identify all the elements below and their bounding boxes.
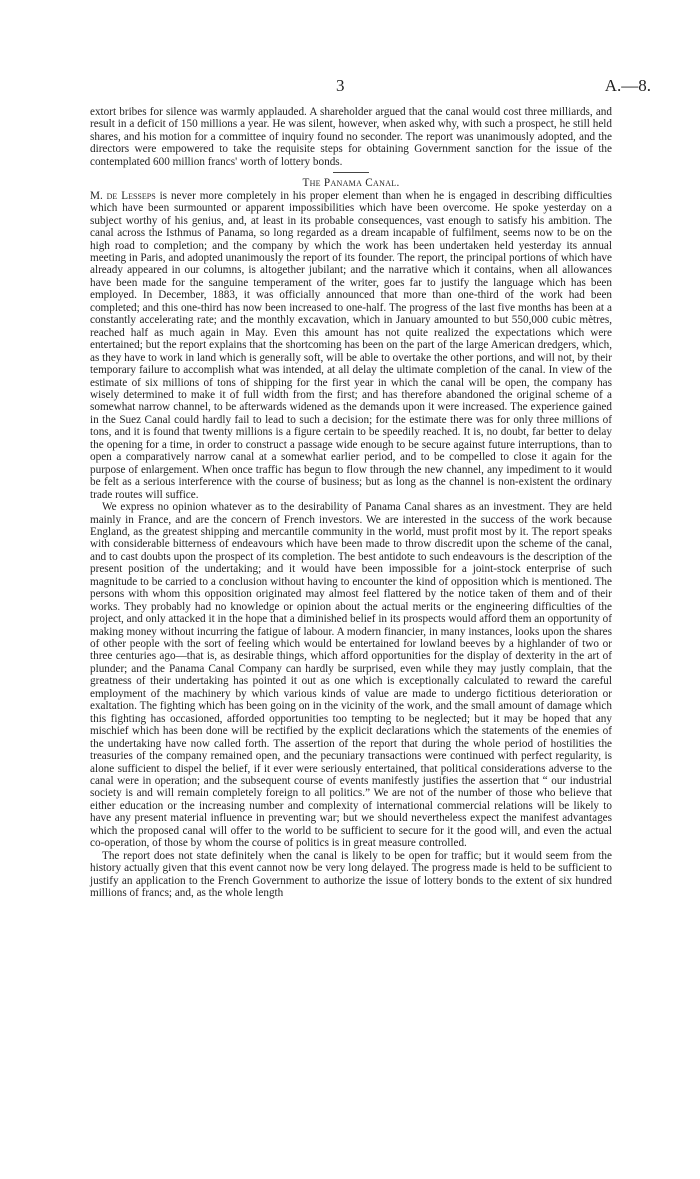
section-title: The Panama Canal. — [302, 177, 400, 190]
paragraph-1-text: is never more completely in his proper element than when he is engaged in describing difficulties which have been surmounted or apparent impossibilities which have been overcome. He spoke yesterday on a subject worthy of his genius, and, at least in its probable consequences, vast enough to satisfy his ambition. The canal across the Isthmus of Panama, so long regarded as a dream incapable of fulfilment, seems now to be on the high road to completion; and the company by which the work has been undertaken held yesterday its annual meeting in Paris, and adopted unanimously the report of its founder. The report, the principal portions of which have already appeared in our columns, is altogether jubilant; and the narrative which it contains, when all allowances have been made for the sanguine temperament of the writer, goes far to justify the language which has been employed. In December, 1883, it was officially announced that more than one-third of the work had been completed; and this one-third has now been increased to one-half. The progress of the last five months has been at a constantly accelerating rate; and the monthly excavation, which in January amounted to but 550,000 cubic mètres, reached half as much again in May. Even this amount has not quite realized the expectations which were entertained; but the report explains that the shortcoming has been on the part of the large American dredgers, which, as they have to work in land which is generally soft, will be able to overtake the other portions, and will not, by their temporary failure to accomplish what was intended, at all delay the ultimate completion of the canal. In view of the estimate of six millions of tons of shipping for the first year in which the canal will be open, the company has wisely determined to make it of full width from the first; and has therefore abandoned the original scheme of a somewhat narrow channel, to be afterwards widened as the demands upon it were increased. The experience gained in the Suez Canal could hardly fail to lead to such a decision; for the estimate there was for only three millions of tons, and it is found that twenty millions is a figure certain to be speedily reached. It is, no doubt, far better to delay the opening for a time, in order to construct a passage wide enough to be secure against future interruptions, than to open a comparatively narrow canal at a somewhat earlier period, and to be compelled to close it again for the purpose of enlargement. When once traffic has begun to flow through the new channel, any impediment to it would be felt as a serious interference with the course of business; but as long as the channel is non-existent the ordinary trade routes will suffice. — [90, 189, 613, 501]
paragraph-1 — [90, 190, 612, 501]
opening-paragraph: extort bribes for silence was warmly applauded. A shareholder argued that the canal would cost three milliards, and result in a deficit of 150 millions a year. He was silent, however, when asked why, with such a prospect, he still held shares, and his motion for a committee of inquiry found no seconder. The report was unanimously adopted, and the directors were empowered to take the requisite steps for obtaining Government sanction for the issue of the contemplated 600 million francs' worth of lottery bonds. — [90, 106, 612, 168]
author-name: M. de Lesseps — [90, 189, 156, 202]
article-body — [90, 106, 612, 900]
paragraph-2: We express no opinion whatever as to the desirability of Panama Canal shares as an investment. They are held mainly in France, and are the concern of French investors. We are interested in the success of the work because England, as the greatest shipping and mercantile community in the world, must profit most by it. The report speaks with considerable bitterness of endeavours which have been made to throw discredit upon the scheme of the canal, and to cast doubts upon the prospect of its completion. The best antidote to such endeavours is the description of the present position of the undertaking; and it would have been impossible for a joint-stock enterprise of such magnitude to be carried to a conclusion without having to encounter the kind of opposition which is mentioned. The persons with whom this opposition originated may almost feel flattered by the notice taken of them and of their works. They probably had no knowledge or opinion about the actual merits or the engineering difficulties of the project, and only attacked it in the hope that a diminished belief in its prospects would afford them an opportunity of making money without incurring the fatigue of labour. A modern financier, in many instances, looks upon the shares of other people with the sort of feeling which would be entertained for lowland beeves by a highlander of two or three centuries ago—that is, as desirable things, which afford opportunities for the display of dexterity in the art of plunder; and the Panama Canal Company can hardly be surprised, even while they may justly complain, that the greatness of their undertaking has pointed it out as one which is exceptionally calculated to reward the careful employment of the machinery by which various kinds of value are made to undergo fictitious deterioration or exaltation. The fighting which has been going on in the vicinity of the work, and the small amount of damage which this fighting has occasioned, afforded opportunities too tempting to be neglected; but it may be hoped that any mischief which has been done will be rectified by the explicit declarations which the statements of the enemies of the undertaking have now called forth. The assertion of the report that during the whole period of hostilities the treasuries of the company remained open, and the pecuniary transactions were continued with perfect regularity, is alone sufficient to dispel the belief, if it ever were seriously entertained, that political considerations adverse to the canal were in operation; and the subsequent course of events manifestly justifies the assertion that “ our industrial society is and will remain completely foreign to all politics.” We are not of the number of those who believe that either education or the increasing number and complexity of international commercial relations will be likely to have any present material influence in preventing war; but we should nevertheless expect the manifest advantages which the proposed canal will offer to the world to be sufficient to secure for it the good will, and even the actual co-operation, of those by whom the course of politics is in great measure controlled. — [90, 501, 612, 850]
document-reference: A.—8. — [604, 76, 651, 95]
section-divider — [333, 172, 369, 173]
paragraph-3: The report does not state definitely when the canal is likely to be open for traffic; but it would seem from the history actually given that this event cannot now be very long delayed. The progress made is held to be sufficient to justify an application to the French Government to authorize the issue of lottery bonds to the extent of six hundred millions of francs; and, as the whole length — [90, 849, 612, 900]
page-number: 3 — [336, 76, 345, 95]
